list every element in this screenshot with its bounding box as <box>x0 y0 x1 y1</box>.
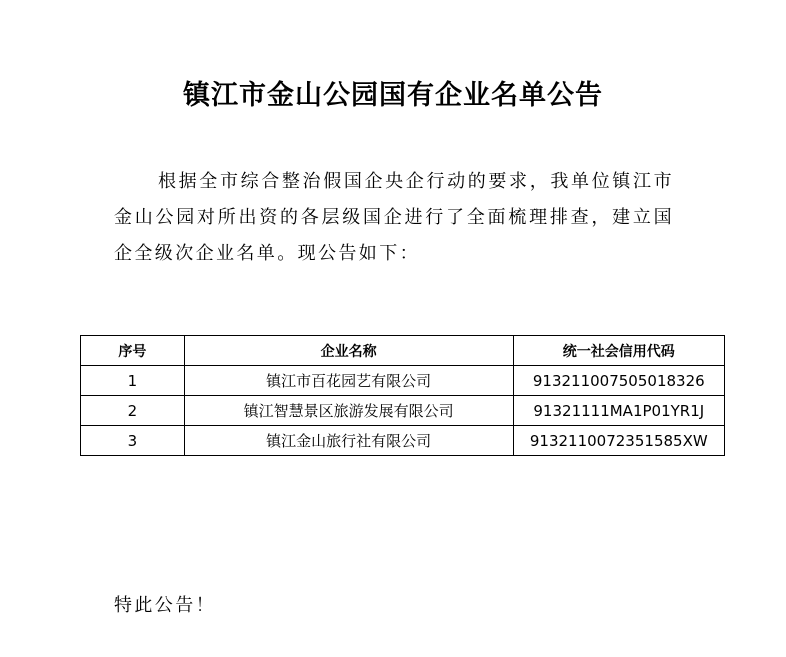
company-list-table <box>80 335 725 456</box>
row-company-name: 镇江智慧景区旅游发展有限公司 <box>184 396 513 426</box>
row-company-name: 镇江市百花园艺有限公司 <box>184 366 513 396</box>
header-company-name: 企业名称 <box>184 336 513 366</box>
table-row <box>81 396 725 426</box>
table-row <box>81 366 725 396</box>
row-credit-code: 91321111MA1P01YR1J <box>513 396 724 426</box>
row-credit-code: 913211007505018326 <box>513 366 724 396</box>
row-serial-number: 2 <box>81 396 185 426</box>
closing-text: 特此公告！ <box>114 595 216 616</box>
row-company-name: 镇江金山旅行社有限公司 <box>184 426 513 456</box>
row-serial-number: 3 <box>81 426 185 456</box>
header-credit-code: 统一社会信用代码 <box>513 336 724 366</box>
table-row <box>81 426 725 456</box>
table-header-row <box>81 336 725 366</box>
page-title: 镇江市金山公园国有企业名单公告 <box>183 80 603 111</box>
announcement-paragraph: 根据全市综合整治假国企央企行动的要求，我单位镇江市金山公园对所出资的各层级国企进行了全面梳理排查，建立国企全级次企业名单。现公告如下： <box>114 171 674 264</box>
row-serial-number: 1 <box>81 366 185 396</box>
header-serial-number: 序号 <box>81 336 185 366</box>
row-credit-code: 9132110072351585XW <box>513 426 724 456</box>
